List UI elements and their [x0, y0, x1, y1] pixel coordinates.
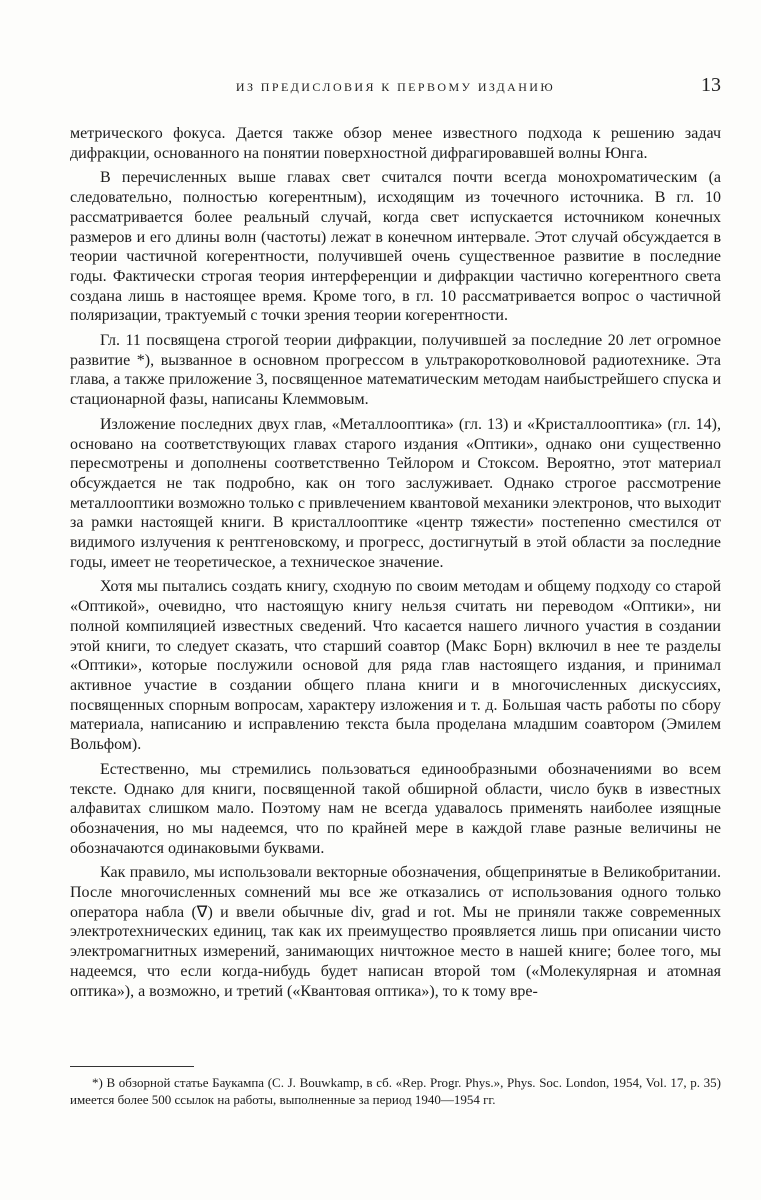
paragraph: Как правило, мы использовали векторные обозначения, общепринятые в Великобритании. После многочисленных сомнений мы все же отказались от использования одного только оператора набла (∇) и ввели обычные div, grad и rot. Мы не приняли также современных электротехнических единиц, так как их преимущество проявляется лишь при описании чисто электромагнитных измерений, занимающих ничтожное место в нашей книге; более того, мы надеемся, что если когда-нибудь будет написан второй том («Молекулярная и атомная оптика»), а возможно, и третий («Квантовая оптика»), то к тому вре-: [70, 864, 721, 1000]
paragraph: Изложение последних двух глав, «Металлооптика» (гл. 13) и «Кристаллооптика» (гл. 14), основано на соответствующих главах старого издания «Оптики», однако они существенно пересмотрены и дополнены соответственно Тейлором и Стоксом. Вероятно, этот материал обсуждается не так подробно, как он того заслуживает. Однако строгое рассмотрение металлооптики возможно только с привлечением квантовой механики электронов, что выходит за рамки настоящей книги. В кристаллооптике «центр тяжести» постепенно сместился от видимого излучения к рентгеновскому, и прогресс, достигнутый в этой области за последние годы, имеет не теоретическое, а техническое значение.: [70, 415, 721, 571]
footnote-divider: [70, 1066, 194, 1067]
paragraph: Хотя мы пытались создать книгу, сходную по своим методам и общему подходу со старой «Оптикой», очевидно, что настоящую книгу нельзя считать ни переводом «Оптики», ни полной компиляцией известных сведений. Что касается нашего личного участия в создании этой книги, то следует сказать, что старший соавтор (Макс Борн) включил в нее те разделы «Оптики», которые послужили основой для ряда глав настоящего издания, и принимал активное участие в создании общего плана книги и в многочисленных дискуссиях, посвященных спорным вопросам, характеру изложения и т. д. Большая часть работы по сбору материала, написанию и исправлению текста была проделана младшим соавтором (Эмилем Вольфом).: [70, 578, 721, 754]
body-text: [70, 124, 721, 1006]
paragraph: Гл. 11 посвящена строгой теории дифракции, получившей за последние 20 лет огромное развитие *), вызванное в основном прогрессом в ультракоротковолновой радиотехнике. Эта глава, а также приложение 3, посвященное математическим методам наибыстрейшего спуска и стационарной фазы, написаны Клеммовым.: [70, 332, 721, 409]
footnote-text: *) В обзорной статье Баукампа (C. J. Bouwkamp, в сб. «Rep. Progr. Phys.», Phys. Soc. London, 1954, Vol. 17, p. 35) имеется более 500 ссылок на работы, выполненные за период 1940—1954 гг.: [70, 1075, 721, 1107]
running-head: ИЗ ПРЕДИСЛОВИЯ К ПЕРВОМУ ИЗДАНИЮ: [235, 80, 556, 94]
paragraph: Естественно, мы стремились пользоваться единообразными обозначениями во всем тексте. Однако для книги, посвященной такой обширной области, число букв в известных алфавитах слишком мало. Поэтому нам не всегда удавалось применять наиболее изящные обозначения, но мы надеемся, что по крайней мере в каждой главе разные величины не обозначаются одинаковыми буквами.: [70, 760, 721, 857]
page-header: [70, 76, 721, 102]
paragraph: метрического фокуса. Дается также обзор менее известного подхода к решению задач дифракции, основанного на понятии поверхностной дифрагировавшей волны Юнга.: [70, 125, 721, 162]
paragraph: В перечисленных выше главах свет считался почти всегда монохроматическим (а следовательно, полностью когерентным), исходящим из точечного источника. В гл. 10 рассматривается более реальный случай, когда свет испускается источником конечных размеров и его длины волн (частоты) лежат в конечном интервале. Этот случай обсуждается в теории частичной когерентности, получившей очень существенное развитие в последние годы. Фактически строгая теория интерференции и дифракции частично когерентного света создана лишь в настоящее время. Кроме того, в гл. 10 рассматривается вопрос о частичной поляризации, трактуемый с точки зрения теории когерентности.: [70, 169, 721, 325]
footnote: [70, 1075, 721, 1108]
page-number: 13: [701, 74, 721, 96]
